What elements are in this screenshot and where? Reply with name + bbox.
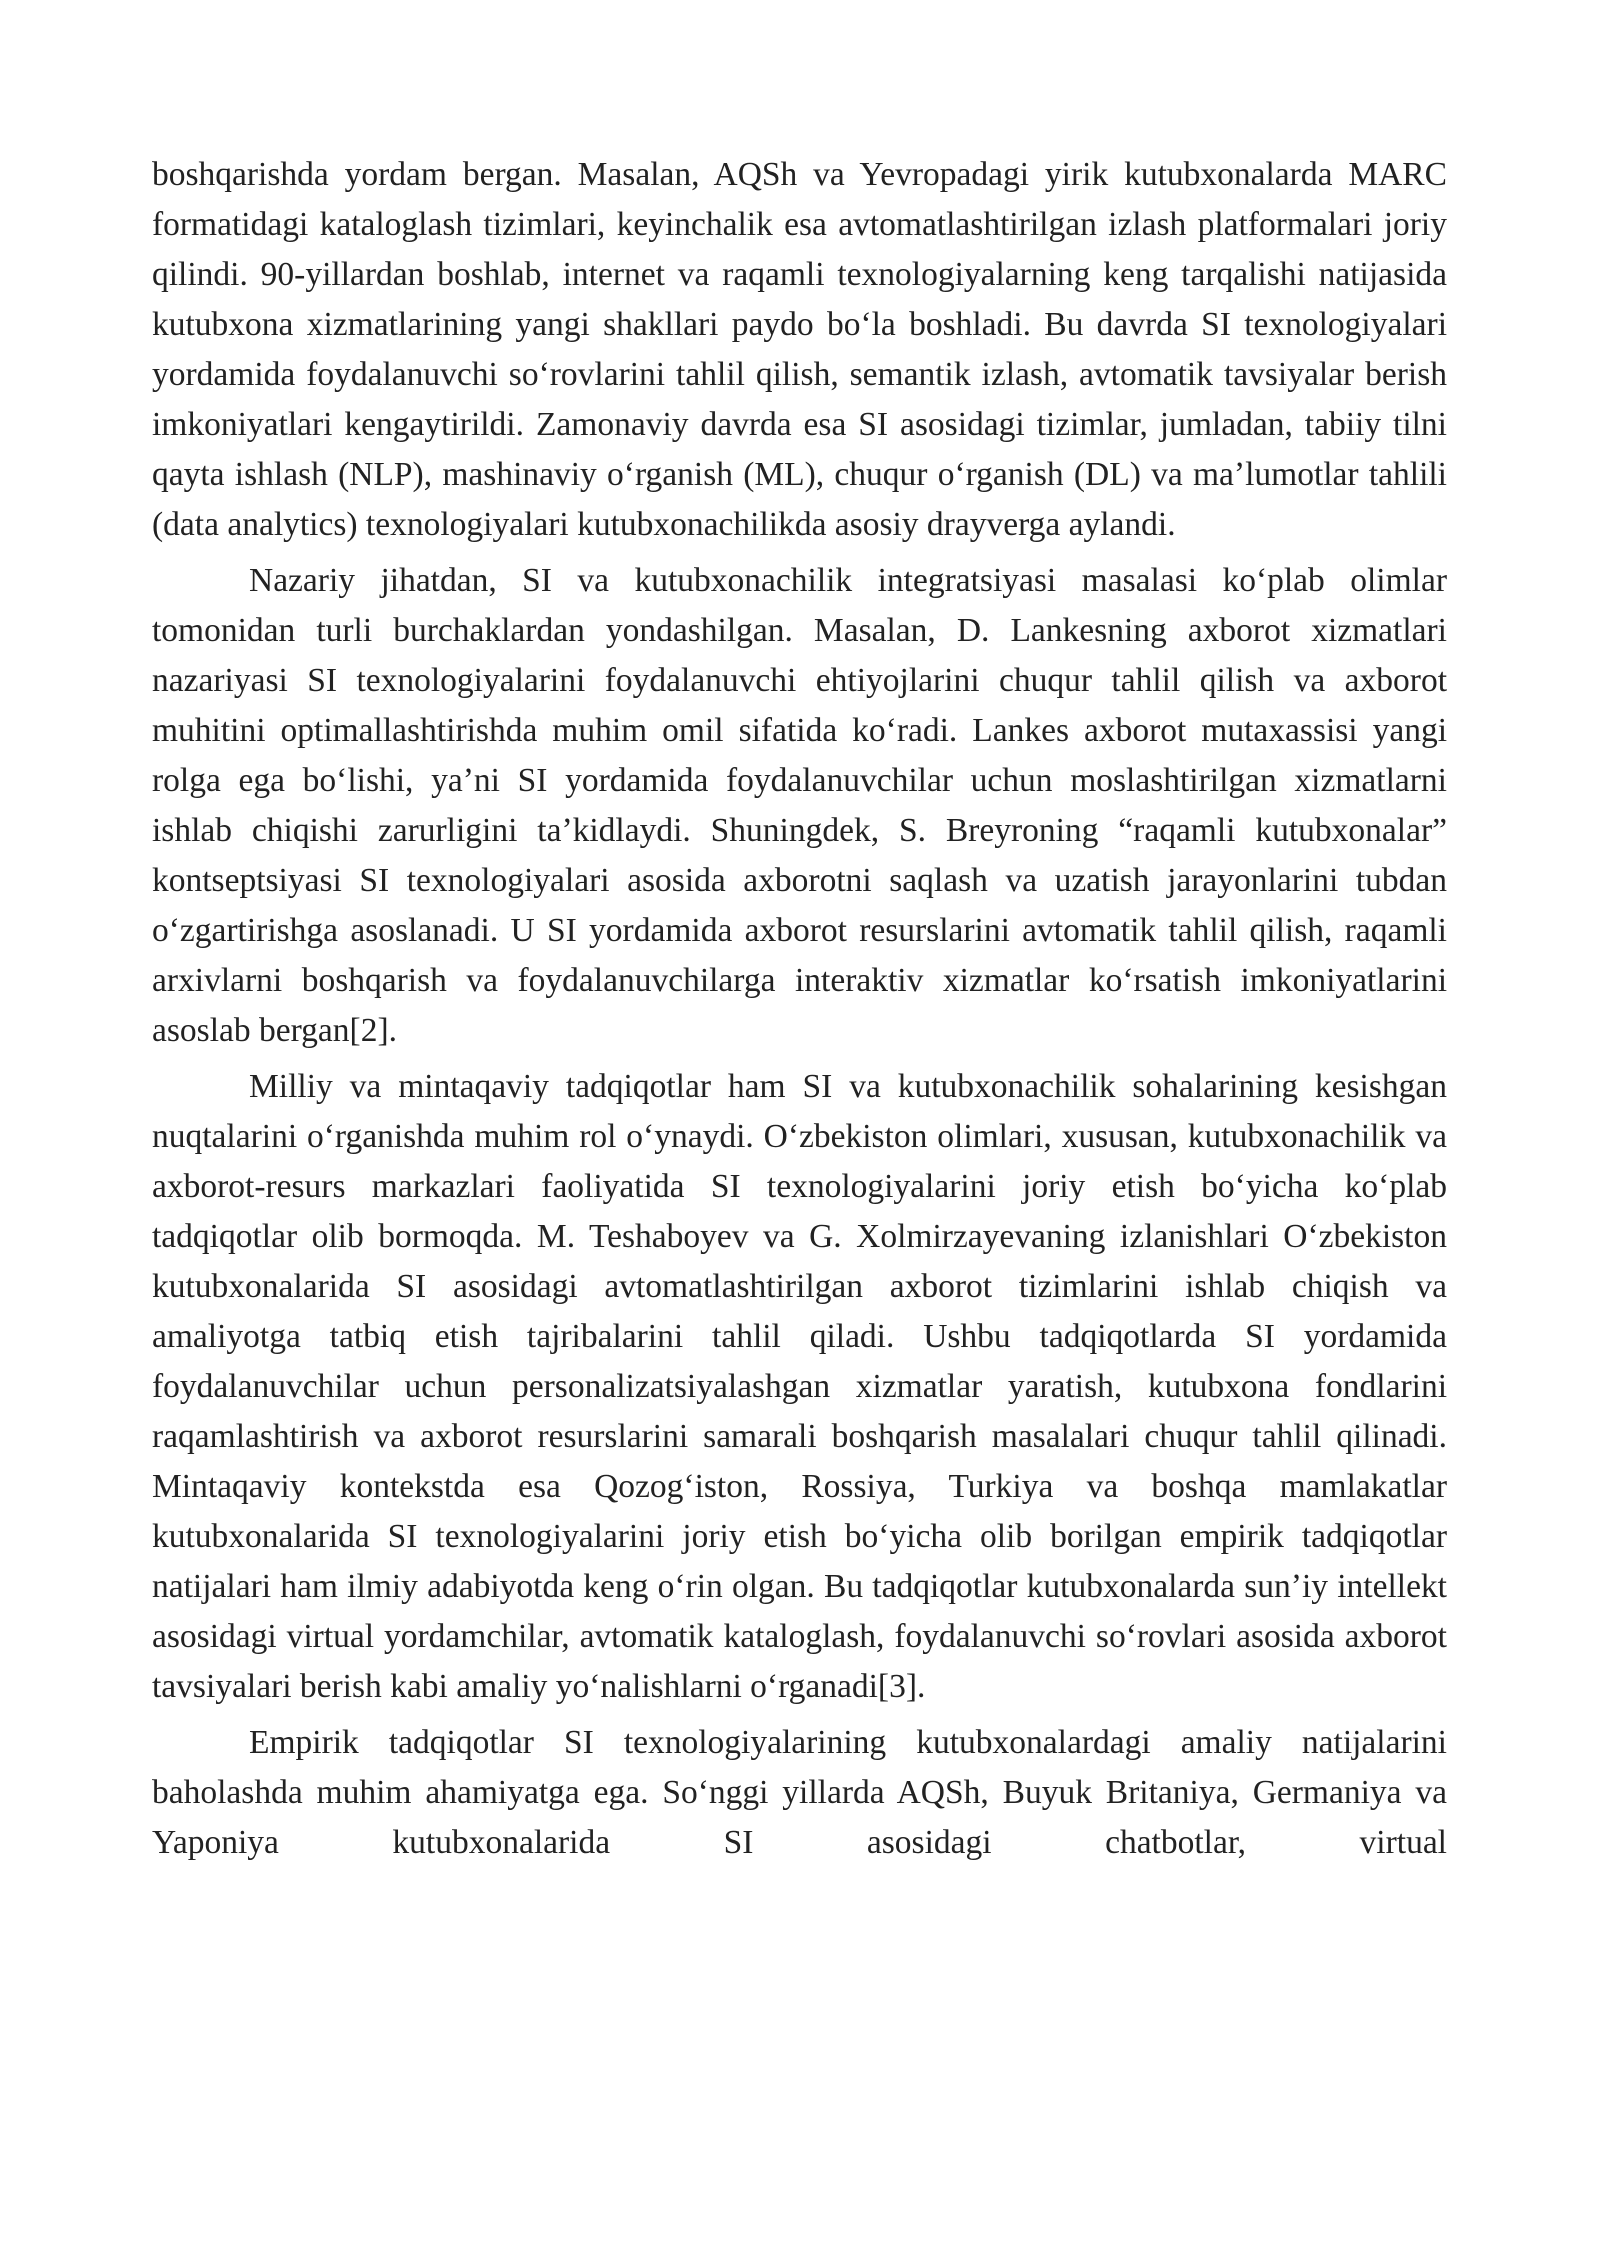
paragraph-3: Milliy va mintaqaviy tadqiqotlar ham SI va kutubxonachilik sohalarining kesishgan nuqtalarini oʻrganishda muhim rol oʻynaydi. Oʻzbekiston olimlari, xususan, kutubxonachilik va axborot-resurs markazlari faoliyatida SI texnologiyalarini joriy etish boʻyicha koʻplab tadqiqotlar olib bormoqda. M. Teshaboyev va G. Xolmirzayevaning izlanishlari Oʻzbekiston kutubxonalarida SI asosidagi avtomatlashtirilgan axborot tizimlarini ishlab chiqish va amaliyotga tatbiq etish tajribalarini tahlil qiladi. Ushbu tadqiqotlarda SI yordamida foydalanuvchilar uchun personalizatsiyalashgan xizmatlar yaratish, kutubxona fondlarini raqamlashtirish va axborot resurslarini samarali boshqarish masalalari chuqur tahlil qilinadi. Mintaqaviy kontekstda esa Qozogʻiston, Rossiya, Turkiya va boshqa mamlakatlar kutubxonalarida SI texnologiyalarini joriy etish boʻyicha olib borilgan empirik tadqiqotlar natijalari ham ilmiy adabiyotda keng oʻrin olgan. Bu tadqiqotlar kutubxonalarda sunʼiy intellekt asosidagi virtual yordamchilar, avtomatik kataloglash, foydalanuvchi soʻrovlari asosida axborot tavsiyalari berish kabi amaliy yoʻnalishlarni oʻrganadi[3]. — [152, 1068, 1447, 1705]
document-body — [152, 150, 1447, 1874]
paragraph-2: Nazariy jihatdan, SI va kutubxonachilik integratsiyasi masalasi koʻplab olimlar tomonidan turli burchaklardan yondashilgan. Masalan, D. Lankesning axborot xizmatlari nazariyasi SI texnologiyalarini foydalanuvchi ehtiyojlarini chuqur tahlil qilish va axborot muhitini optimallashtirishda muhim omil sifatida koʻradi. Lankes axborot mutaxassisi yangi rolga ega boʻlishi, yaʼni SI yordamida foydalanuvchilar uchun moslashtirilgan xizmatlarni ishlab chiqishi zarurligini taʼkidlaydi. Shuningdek, S. Breyroning “raqamli kutubxonalar” kontseptsiyasi SI texnologiyalari asosida axborotni saqlash va uzatish jarayonlarini tubdan oʻzgartirishga asoslanadi. U SI yordamida axborot resurslarini avtomatik tahlil qilish, raqamli arxivlarni boshqarish va foydalanuvchilarga interaktiv xizmatlar koʻrsatish imkoniyatlarini asoslab bergan[2]. — [152, 562, 1447, 1049]
paragraph-4: Empirik tadqiqotlar SI texnologiyalarining kutubxonalardagi amaliy natijalarini baholashda muhim ahamiyatga ega. Soʻnggi yillarda AQSh, Buyuk Britaniya, Germaniya va Yaponiya kutubxonalarida SI asosidagi chatbotlar, virtual — [152, 1724, 1447, 1861]
paragraph-1: boshqarishda yordam bergan. Masalan, AQSh va Yevropadagi yirik kutubxonalarda MARC formatidagi kataloglash tizimlari, keyinchalik esa avtomatlashtirilgan izlash platformalari joriy qilindi. 90-yillardan boshlab, internet va raqamli texnologiyalarning keng tarqalishi natijasida kutubxona xizmatlarining yangi shakllari paydo boʻla boshladi. Bu davrda SI texnologiyalari yordamida foydalanuvchi soʻrovlarini tahlil qilish, semantik izlash, avtomatik tavsiyalar berish imkoniyatlari kengaytirildi. Zamonaviy davrda esa SI asosidagi tizimlar, jumladan, tabiiy tilni qayta ishlash (NLP), mashinaviy oʻrganish (ML), chuqur oʻrganish (DL) va maʼlumotlar tahlili (data analytics) texnologiyalari kutubxonachilikda asosiy drayverga aylandi. — [152, 156, 1447, 543]
